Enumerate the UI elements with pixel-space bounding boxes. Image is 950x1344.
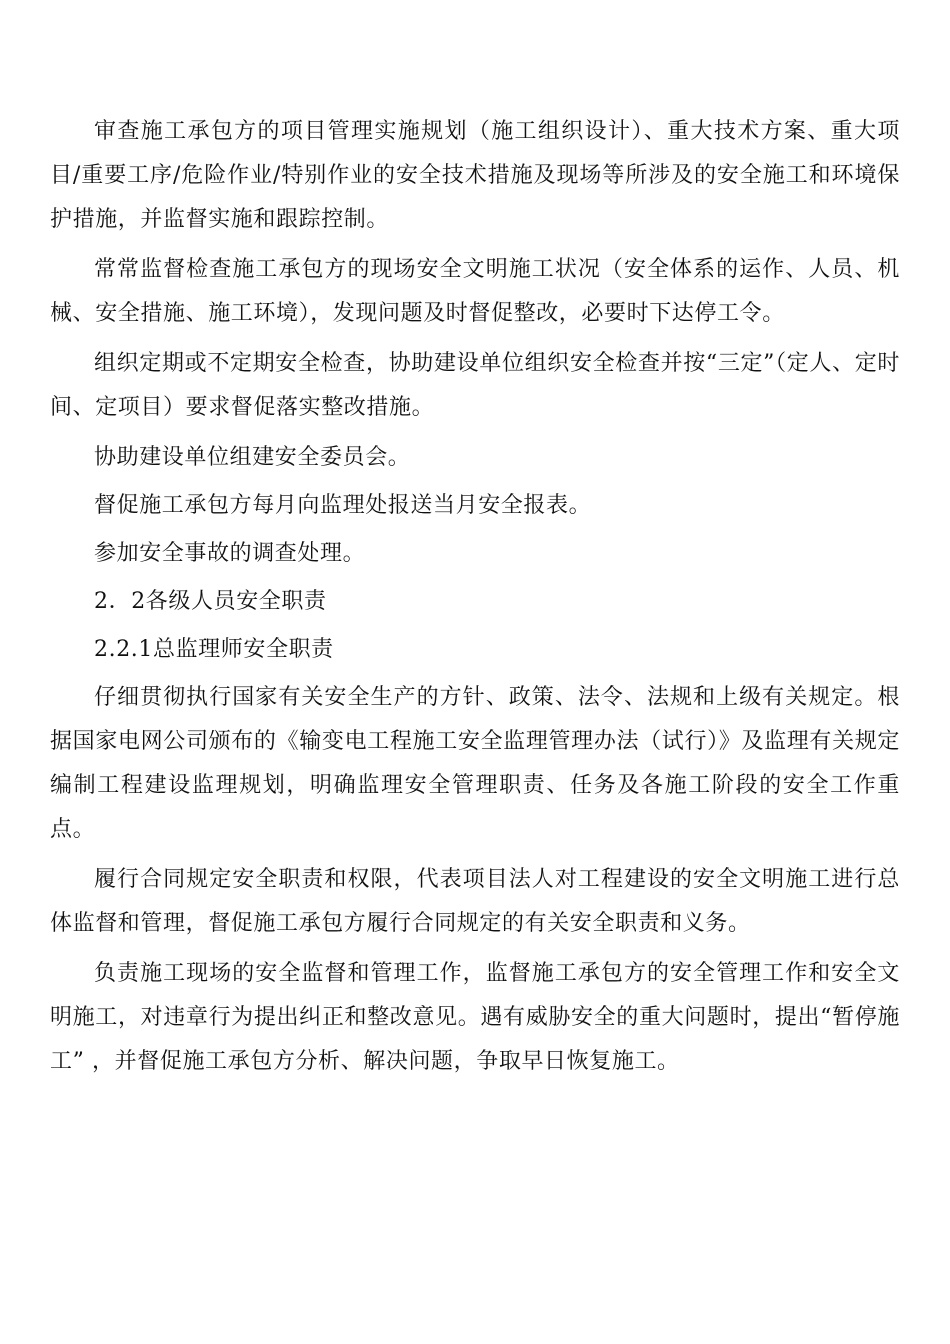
paragraph-supervise-inspection: 常常监督检查施工承包方的现场安全文明施工状况（安全体系的运作、人员、机械、安全措施、施工环境），发现问题及时督促整改，必要时下达停工令。 (50, 257, 900, 326)
paragraph-periodic-check: 组织定期或不定期安全检查，协助建设单位组织安全检查并按“三定”（定人、定时间、定项目）要求督促落实整改措施。 (50, 351, 900, 420)
document-page (50, 110, 900, 1090)
paragraph-implement-policies: 仔细贯彻执行国家有关安全生产的方针、政策、法令、法规和上级有关规定。根据国家电网公司颁布的《输变电工程施工安全监理管理办法（试行）》及监理有关规定编制工程建设监理规划，明确监理安全管理职责、任务及各施工阶段的安全工作重点。 (50, 685, 900, 842)
section-heading-2-2: 2．2各级人员安全职责 (94, 589, 327, 614)
paragraph-contract-duties: 履行合同规定安全职责和权限，代表项目法人对工程建设的安全文明施工进行总体监督和管理，督促施工承包方履行合同规定的有关安全职责和义务。 (50, 867, 900, 936)
paragraph-site-supervision: 负责施工现场的安全监督和管理工作，监督施工承包方的安全管理工作和安全文明施工，对违章行为提出纠正和整改意见。遇有威胁安全的重大问题时，提出“暂停施工” ，并督促施工承包方分析、解决问题，争取早日恢复施工。 (50, 961, 900, 1074)
section-heading-2-2-1: 2.2.1总监理师安全职责 (94, 637, 334, 662)
paragraph-monthly-report: 督促施工承包方每月向监理处报送当月安全报表。 (94, 493, 592, 518)
paragraph-accident-investigation: 参加安全事故的调查处理。 (94, 541, 366, 566)
paragraph-safety-committee: 协助建设单位组建安全委员会。 (94, 445, 411, 470)
paragraph-review-plans: 审查施工承包方的项目管理实施规划（施工组织设计）、重大技术方案、重大项目/重要工序/危险作业/特别作业的安全技术措施及现场等所涉及的安全施工和环境保护措施，并监督实施和跟踪控制。 (50, 119, 900, 232)
